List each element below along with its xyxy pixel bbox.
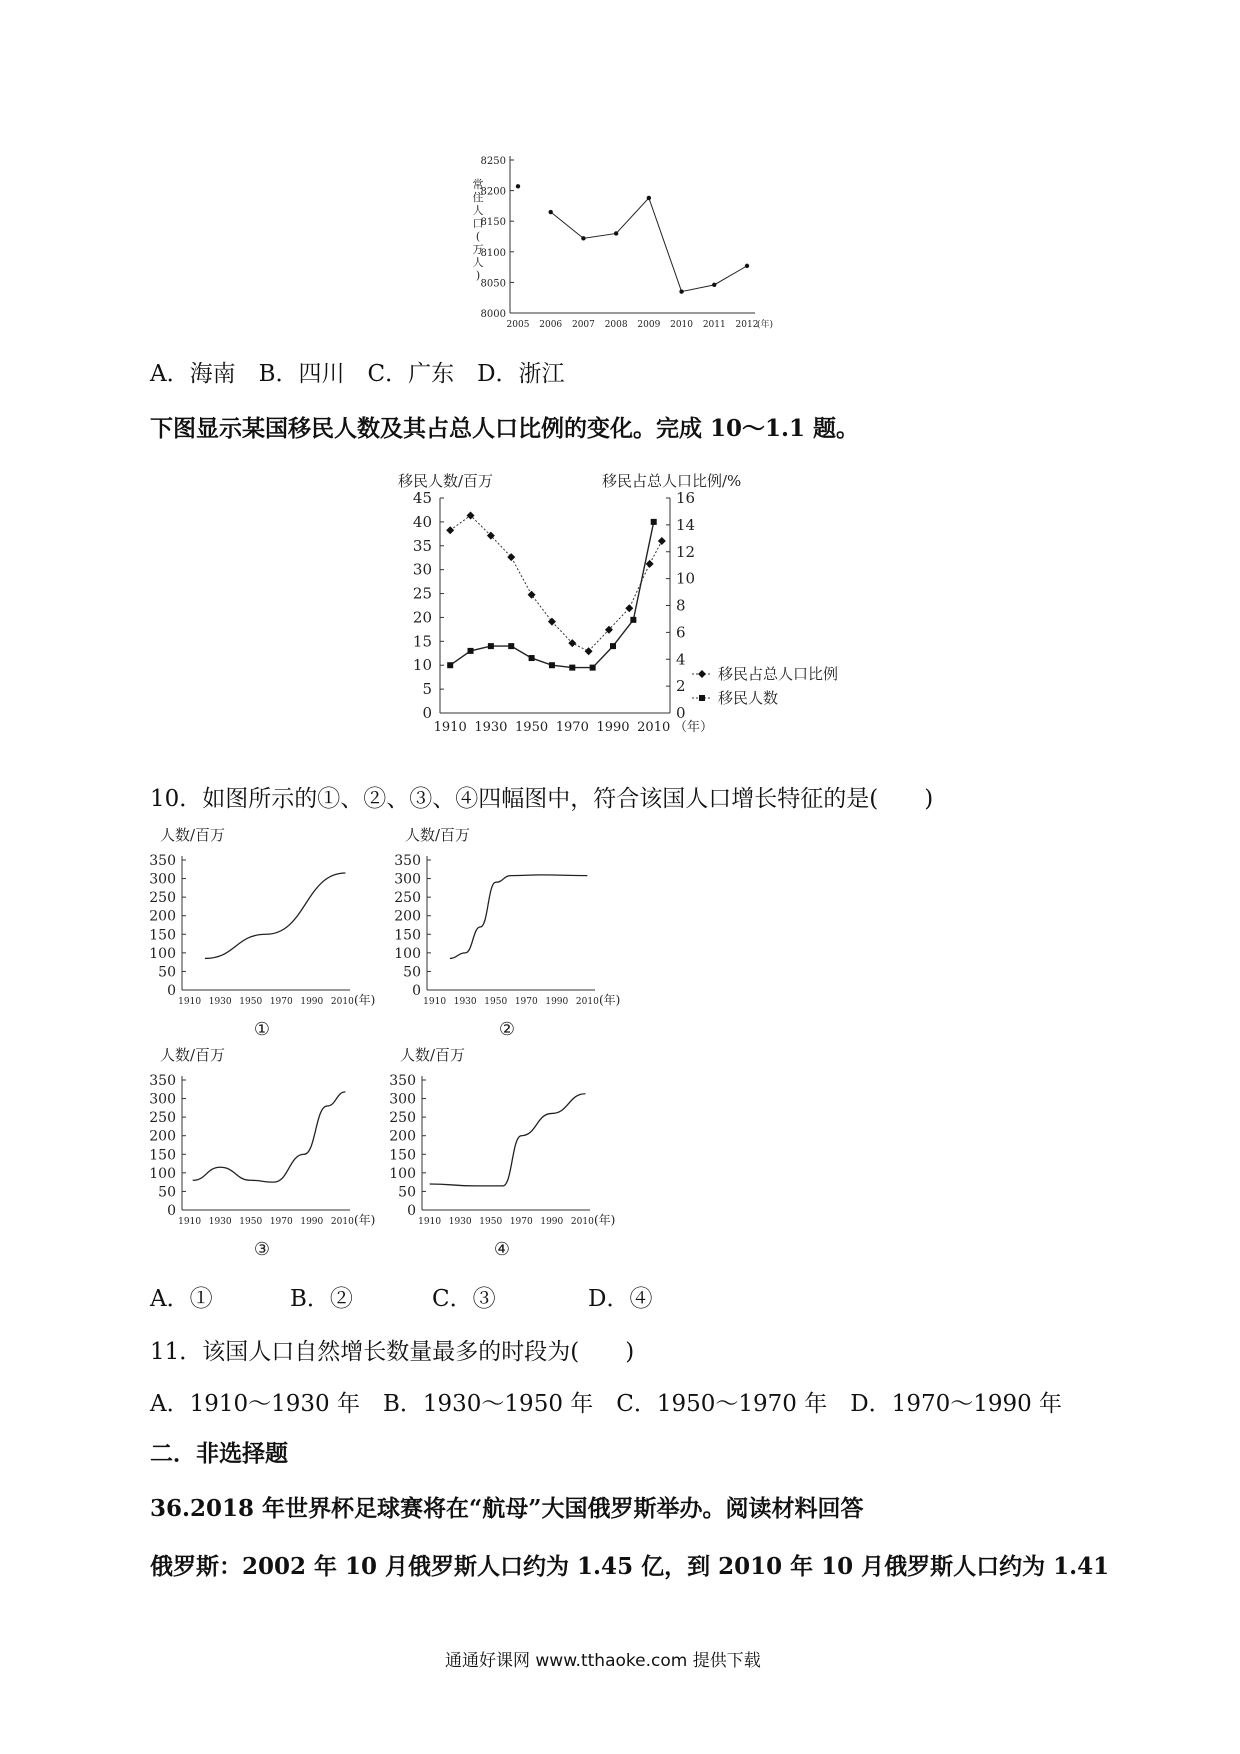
x-tick-label: 1930: [453, 997, 477, 1007]
ratio-point: [625, 604, 633, 612]
ratio-point: [585, 647, 593, 655]
y-tick-label: 0: [407, 1203, 416, 1219]
left-tick-label: 30: [412, 560, 432, 579]
right-tick-label: 8: [676, 596, 686, 615]
legend-ratio-label: 移民占总人口比例: [718, 665, 839, 683]
right-tick-label: 14: [676, 515, 696, 534]
section-heading: 二．非选择题: [150, 1440, 288, 1467]
x-tick-label: 1930: [474, 720, 508, 735]
ratio-point: [507, 553, 515, 561]
y-tick-label: 50: [403, 964, 421, 981]
data-point: [516, 184, 520, 188]
legend-count-marker: [699, 695, 705, 701]
ratio-point: [658, 537, 666, 545]
x-tick-label: 1910: [178, 1217, 202, 1227]
y-axis-label-char: ): [475, 269, 481, 282]
x-tick-label: 2006: [539, 320, 563, 330]
q10-option-c: C．③: [432, 1286, 496, 1312]
x-tick-label: 2007: [571, 320, 595, 330]
russia-material: 俄罗斯：2002 年 10 月俄罗斯人口约为 1.45 亿，到 2010 年 10 月俄罗斯人口约为 1.41: [150, 1553, 1110, 1580]
x-tick-label: 2010: [637, 720, 671, 735]
left-tick-label: 35: [412, 536, 432, 555]
y-tick-label: 100: [149, 945, 176, 962]
right-tick-label: 0: [676, 704, 686, 722]
y-tick-label: 8250: [480, 156, 506, 167]
population-curve: [450, 875, 587, 959]
x-unit-label: (年): [354, 1213, 376, 1227]
right-tick-label: 12: [676, 542, 696, 561]
y-tick-label: 250: [149, 890, 176, 907]
x-tick-label: 2011: [702, 320, 726, 330]
count-point: [529, 655, 535, 661]
chart-number-label: ①: [253, 1019, 271, 1040]
x-unit-label: （年）: [674, 720, 714, 735]
left-tick-label: 15: [412, 632, 432, 651]
right-tick-label: 4: [676, 650, 686, 669]
count-point: [590, 665, 596, 671]
option-chart-4: [380, 1040, 640, 1265]
x-tick-label: 1990: [300, 1217, 324, 1227]
y-tick-label: 200: [389, 1128, 416, 1145]
population-curve: [193, 1092, 346, 1182]
count-point: [569, 665, 575, 671]
x-tick-label: 1970: [555, 720, 589, 735]
y-tick-label: 100: [394, 945, 421, 962]
y-tick-label: 250: [394, 890, 421, 907]
count-point: [508, 643, 514, 649]
left-tick-label: 45: [412, 489, 432, 507]
y-tick-label: 150: [149, 1147, 176, 1164]
ratio-point: [446, 526, 454, 534]
x-tick-label: 1970: [509, 1217, 533, 1227]
y-tick-label: 150: [394, 927, 421, 944]
question-11: 11．该国人口自然增长数量最多的时段为( ): [150, 1339, 635, 1365]
ratio-series-line: [450, 515, 662, 651]
x-tick-label: 1950: [239, 1217, 263, 1227]
population-chart: [460, 148, 780, 338]
right-axis-label: 移民占总人口比例/%: [602, 472, 742, 490]
q11-options: A．1910～1930 年 B．1930～1950 年 C．1950～1970 年 D．1970～1990 年: [150, 1391, 1063, 1417]
x-tick-label: 2008: [604, 320, 628, 330]
right-tick-label: 6: [676, 623, 686, 642]
x-tick-label: 1950: [479, 1217, 503, 1227]
data-point: [581, 236, 585, 240]
x-tick-label: 1950: [484, 997, 508, 1007]
y-tick-label: 300: [149, 1091, 176, 1108]
left-axis-label: 移民人数/百万: [398, 472, 494, 490]
x-tick-label: 1910: [423, 997, 447, 1007]
data-point: [549, 210, 553, 214]
y-tick-label: 50: [398, 1184, 416, 1201]
x-tick-label: 1970: [514, 997, 538, 1007]
x-tick-label: 1970: [269, 997, 293, 1007]
x-tick-label: 1990: [596, 720, 630, 735]
count-series-line: [450, 522, 654, 668]
option-chart-2: [385, 820, 645, 1045]
intro-text: 下图显示某国移民人数及其占总人口比例的变化。完成 10～1.1 题。: [150, 415, 860, 442]
count-point: [651, 519, 657, 525]
right-tick-label: 16: [676, 489, 696, 507]
y-tick-label: 350: [149, 853, 176, 869]
x-unit-label: (年): [354, 993, 376, 1007]
y-tick-label: 350: [394, 853, 421, 869]
data-point: [679, 289, 683, 293]
option-chart-3: [140, 1040, 400, 1265]
footer-source: 通通好课网 www.tthaoke.com 提供下载: [445, 1651, 761, 1671]
ratio-point: [548, 618, 556, 626]
x-tick-label: 1910: [418, 1217, 442, 1227]
question-10: 10．如图所示的①、②、③、④四幅图中，符合该国人口增长特征的是( ): [150, 786, 934, 812]
population-curve: [430, 1094, 586, 1186]
x-tick-label: 1910: [178, 997, 202, 1007]
x-tick-label: 2010: [330, 1217, 354, 1227]
y-tick-label: 0: [167, 1203, 176, 1219]
x-tick-label: 1930: [208, 997, 232, 1007]
data-point: [614, 231, 618, 235]
y-tick-label: 100: [389, 1165, 416, 1182]
y-tick-label: 350: [389, 1073, 416, 1089]
x-tick-label: 2010: [670, 320, 694, 330]
right-tick-label: 2: [676, 677, 686, 696]
migrant-chart: [390, 468, 870, 748]
x-tick-label: 1950: [239, 997, 263, 1007]
series-line: [551, 198, 747, 292]
x-tick-label: 1990: [540, 1217, 564, 1227]
count-point: [447, 662, 453, 668]
y-axis-label: 人数/百万: [160, 826, 226, 844]
left-tick-label: 5: [422, 680, 432, 699]
x-tick-label: 1930: [448, 1217, 472, 1227]
legend-count-label: 移民人数: [718, 689, 779, 707]
q10-option-a: A．①: [150, 1286, 213, 1312]
left-tick-label: 25: [412, 584, 432, 603]
x-tick-label: 1970: [269, 1217, 293, 1227]
y-tick-label: 200: [394, 908, 421, 925]
y-axis-label-char: 人: [472, 204, 484, 217]
x-tick-label: 1910: [433, 720, 467, 735]
y-tick-label: 50: [158, 964, 176, 981]
y-tick-label: 8150: [480, 217, 506, 229]
y-axis-label-char: 常: [472, 178, 484, 191]
x-tick-label: 2005: [506, 320, 530, 330]
chart-number-label: ④: [493, 1239, 511, 1260]
x-tick-label: 2010: [570, 1217, 594, 1227]
y-tick-label: 250: [149, 1110, 176, 1127]
y-tick-label: 150: [389, 1147, 416, 1164]
population-curve: [205, 873, 346, 958]
x-unit-label: (年): [594, 1213, 616, 1227]
left-tick-label: 10: [412, 656, 432, 675]
option-chart-1: [140, 820, 400, 1045]
x-unit-label: (年): [599, 993, 621, 1007]
x-tick-label: 1950: [515, 720, 549, 735]
x-tick-label: 2010: [575, 997, 599, 1007]
count-point: [488, 643, 494, 649]
x-tick-label: 1930: [208, 1217, 232, 1227]
q9-options: A．海南 B．四川 C．广东 D．浙江: [150, 361, 565, 387]
x-tick-label: 1990: [300, 997, 324, 1007]
chart-number-label: ②: [498, 1019, 516, 1040]
y-tick-label: 8200: [480, 186, 506, 198]
y-axis-label: 人数/百万: [160, 1046, 226, 1064]
q10-option-b: B．②: [290, 1286, 353, 1312]
y-tick-label: 0: [412, 983, 421, 999]
y-axis-label-char: 万: [472, 243, 484, 256]
ratio-point: [528, 591, 536, 599]
y-tick-label: 300: [149, 871, 176, 888]
count-point: [468, 648, 474, 654]
y-tick-label: 200: [149, 1128, 176, 1145]
x-tick-label: 2012: [735, 320, 759, 330]
y-axis-label-char: 口: [472, 217, 484, 230]
data-point: [745, 264, 749, 268]
left-tick-label: 20: [412, 608, 432, 627]
y-axis-label-char: 人: [472, 256, 484, 269]
y-tick-label: 0: [167, 983, 176, 999]
right-tick-label: 10: [676, 569, 696, 588]
y-tick-label: 150: [149, 927, 176, 944]
x-tick-label: 2009: [637, 320, 661, 330]
x-unit-label: (年): [757, 320, 774, 330]
y-axis-label-char: (: [475, 230, 481, 243]
count-point: [610, 643, 616, 649]
y-axis-label: 人数/百万: [400, 1046, 466, 1064]
left-tick-label: 0: [422, 704, 432, 722]
legend-ratio-marker: [698, 670, 706, 678]
question-36: 36.2018 年世界杯足球赛将在“航母”大国俄罗斯举办。阅读材料回答: [150, 1495, 864, 1522]
count-point: [549, 662, 555, 668]
count-point: [630, 617, 636, 623]
q10-option-d: D．④: [588, 1286, 653, 1312]
y-tick-label: 300: [394, 871, 421, 888]
y-tick-label: 200: [149, 908, 176, 925]
y-tick-label: 8100: [480, 247, 506, 259]
y-tick-label: 50: [158, 1184, 176, 1201]
x-tick-label: 2010: [330, 997, 354, 1007]
ratio-point: [646, 560, 654, 568]
y-tick-label: 100: [149, 1165, 176, 1182]
left-tick-label: 40: [412, 512, 432, 531]
y-axis-label-char: 住: [472, 191, 484, 204]
y-tick-label: 8000: [480, 309, 506, 320]
data-point: [647, 196, 651, 200]
y-axis-label: 人数/百万: [405, 826, 471, 844]
y-tick-label: 300: [389, 1091, 416, 1108]
x-tick-label: 1990: [545, 997, 569, 1007]
y-tick-label: 350: [149, 1073, 176, 1089]
data-point: [712, 283, 716, 287]
y-tick-label: 250: [389, 1110, 416, 1127]
y-tick-label: 8050: [480, 278, 506, 290]
chart-number-label: ③: [253, 1239, 271, 1260]
